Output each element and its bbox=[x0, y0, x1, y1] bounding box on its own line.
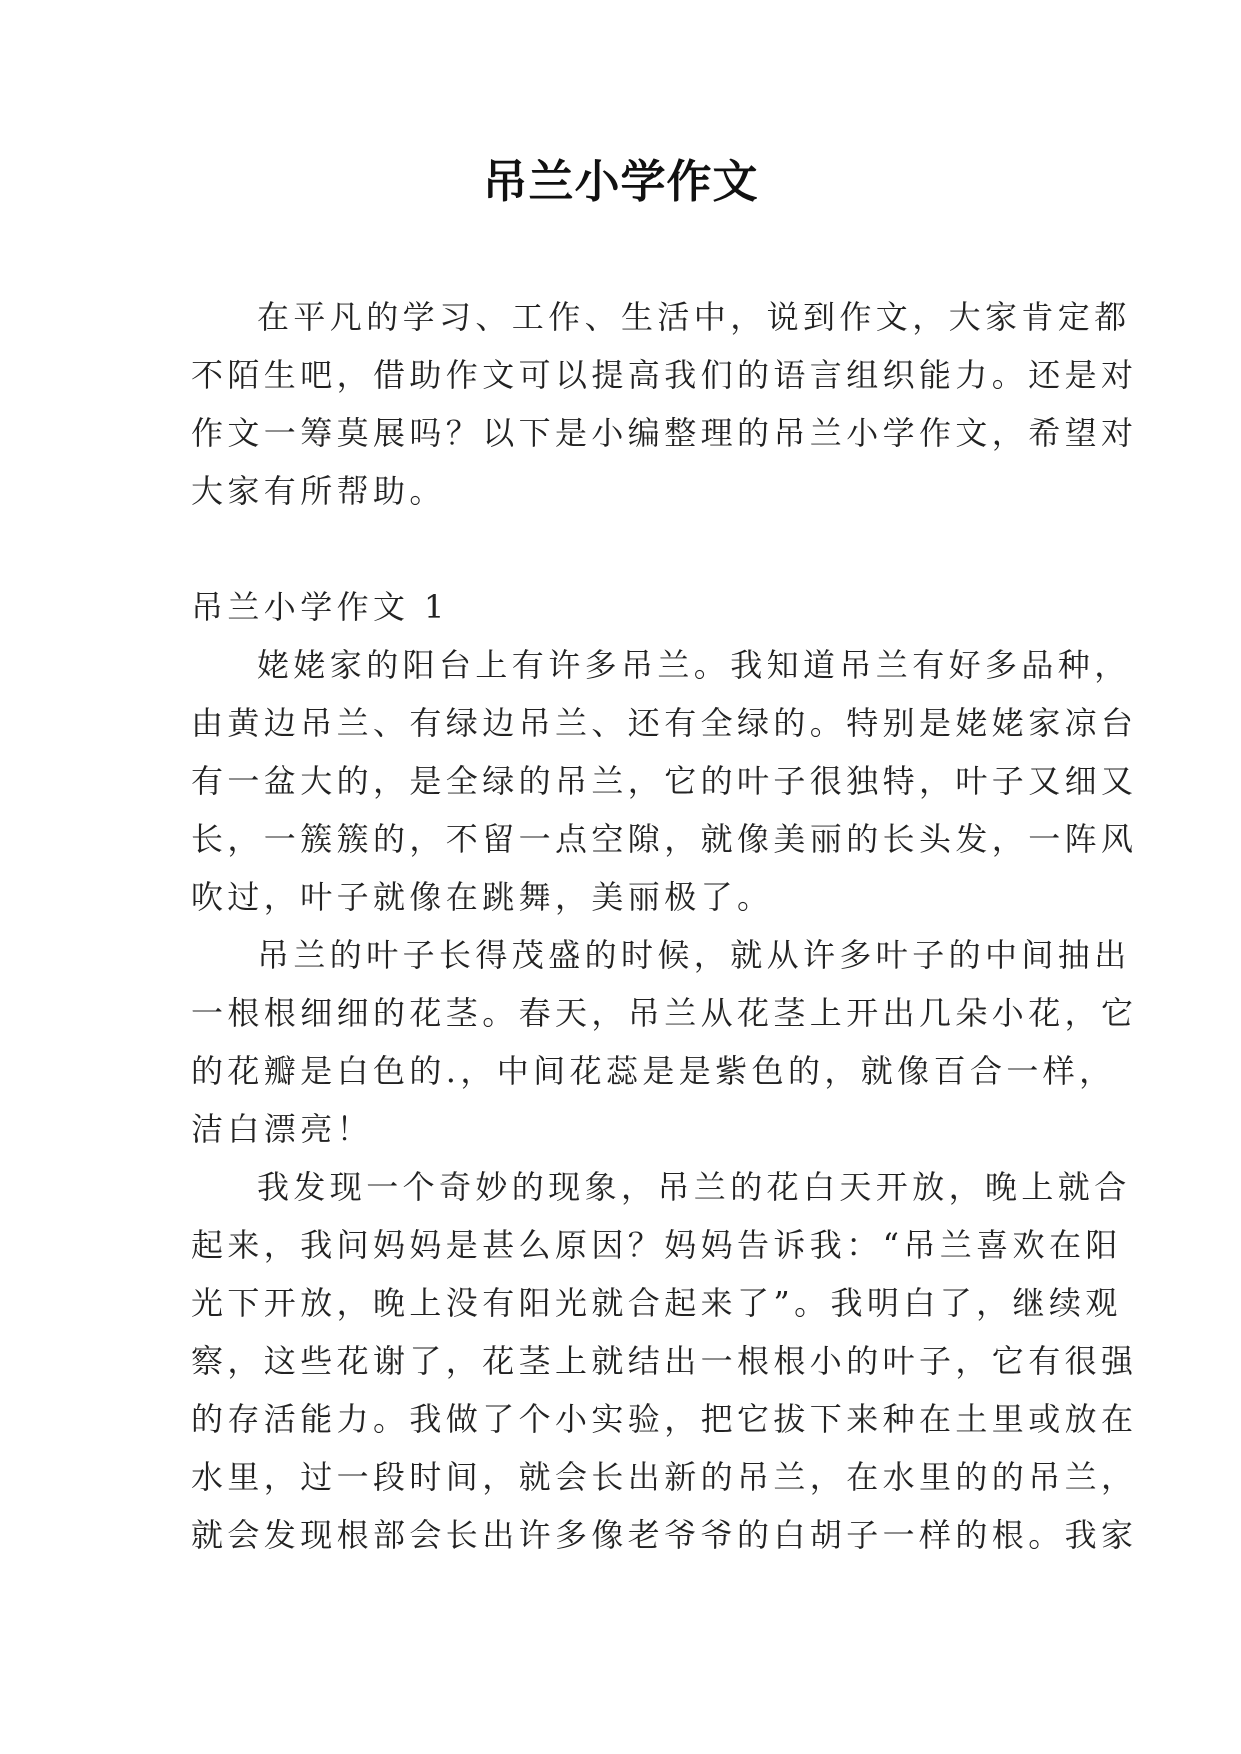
text-line: 水里，过一段时间，就会长出新的吊兰，在水里的的吊兰， bbox=[191, 1458, 1138, 1496]
document-title: 吊兰小学作文 bbox=[482, 155, 759, 208]
text-line: 我发现一个奇妙的现象，吊兰的花白天开放，晚上就合 bbox=[257, 1168, 1131, 1206]
intro-paragraph bbox=[191, 288, 1138, 520]
text-line: 不陌生吧，借助作文可以提高我们的语言组织能力。还是对 bbox=[191, 356, 1138, 394]
text-line: 大家有所帮助。 bbox=[191, 472, 446, 510]
text-line: 作文一筹莫展吗？以下是小编整理的吊兰小学作文，希望对 bbox=[191, 414, 1138, 452]
text-line: 察，这些花谢了，花茎上就结出一根根小的叶子，它有很强 bbox=[191, 1342, 1138, 1380]
text-line: 有一盆大的，是全绿的吊兰，它的叶子很独特，叶子又细又 bbox=[191, 762, 1138, 800]
text-line: 姥姥家的阳台上有许多吊兰。我知道吊兰有好多品种， bbox=[257, 646, 1131, 684]
text-line: 的花瓣是白色的.，中间花蕊是是紫色的，就像百合一样， bbox=[191, 1052, 1116, 1090]
text-line: 长，一簇簇的，不留一点空隙，就像美丽的长头发，一阵风 bbox=[191, 820, 1138, 858]
text-line: 一根根细细的花茎。春天，吊兰从花茎上开出几朵小花，它 bbox=[191, 994, 1138, 1032]
text-line: 在平凡的学习、工作、生活中，说到作文，大家肯定都 bbox=[257, 298, 1131, 336]
essay-section-1 bbox=[191, 578, 1138, 1564]
text-line: 的存活能力。我做了个小实验，把它拔下来种在土里或放在 bbox=[191, 1400, 1138, 1438]
text-line: 吹过，叶子就像在跳舞，美丽极了。 bbox=[191, 878, 774, 916]
paragraph-1 bbox=[191, 636, 1138, 926]
text-line: 起来，我问妈妈是甚么原因？妈妈告诉我：“吊兰喜欢在阳 bbox=[191, 1226, 1122, 1264]
text-line: 吊兰的叶子长得茂盛的时候，就从许多叶子的中间抽出 bbox=[257, 936, 1131, 974]
text-line: 就会发现根部会长出许多像老爷爷的白胡子一样的根。我家 bbox=[191, 1516, 1138, 1554]
paragraph-2 bbox=[191, 926, 1138, 1158]
section-heading: 吊兰小学作文 1 bbox=[191, 588, 449, 626]
paragraph-3 bbox=[191, 1158, 1138, 1564]
text-line: 光下开放，晚上没有阳光就合起来了”。我明白了，继续观 bbox=[191, 1284, 1122, 1322]
text-line: 由黄边吊兰、有绿边吊兰、还有全绿的。特别是姥姥家凉台 bbox=[191, 704, 1138, 742]
text-line: 洁白漂亮！ bbox=[191, 1110, 374, 1148]
